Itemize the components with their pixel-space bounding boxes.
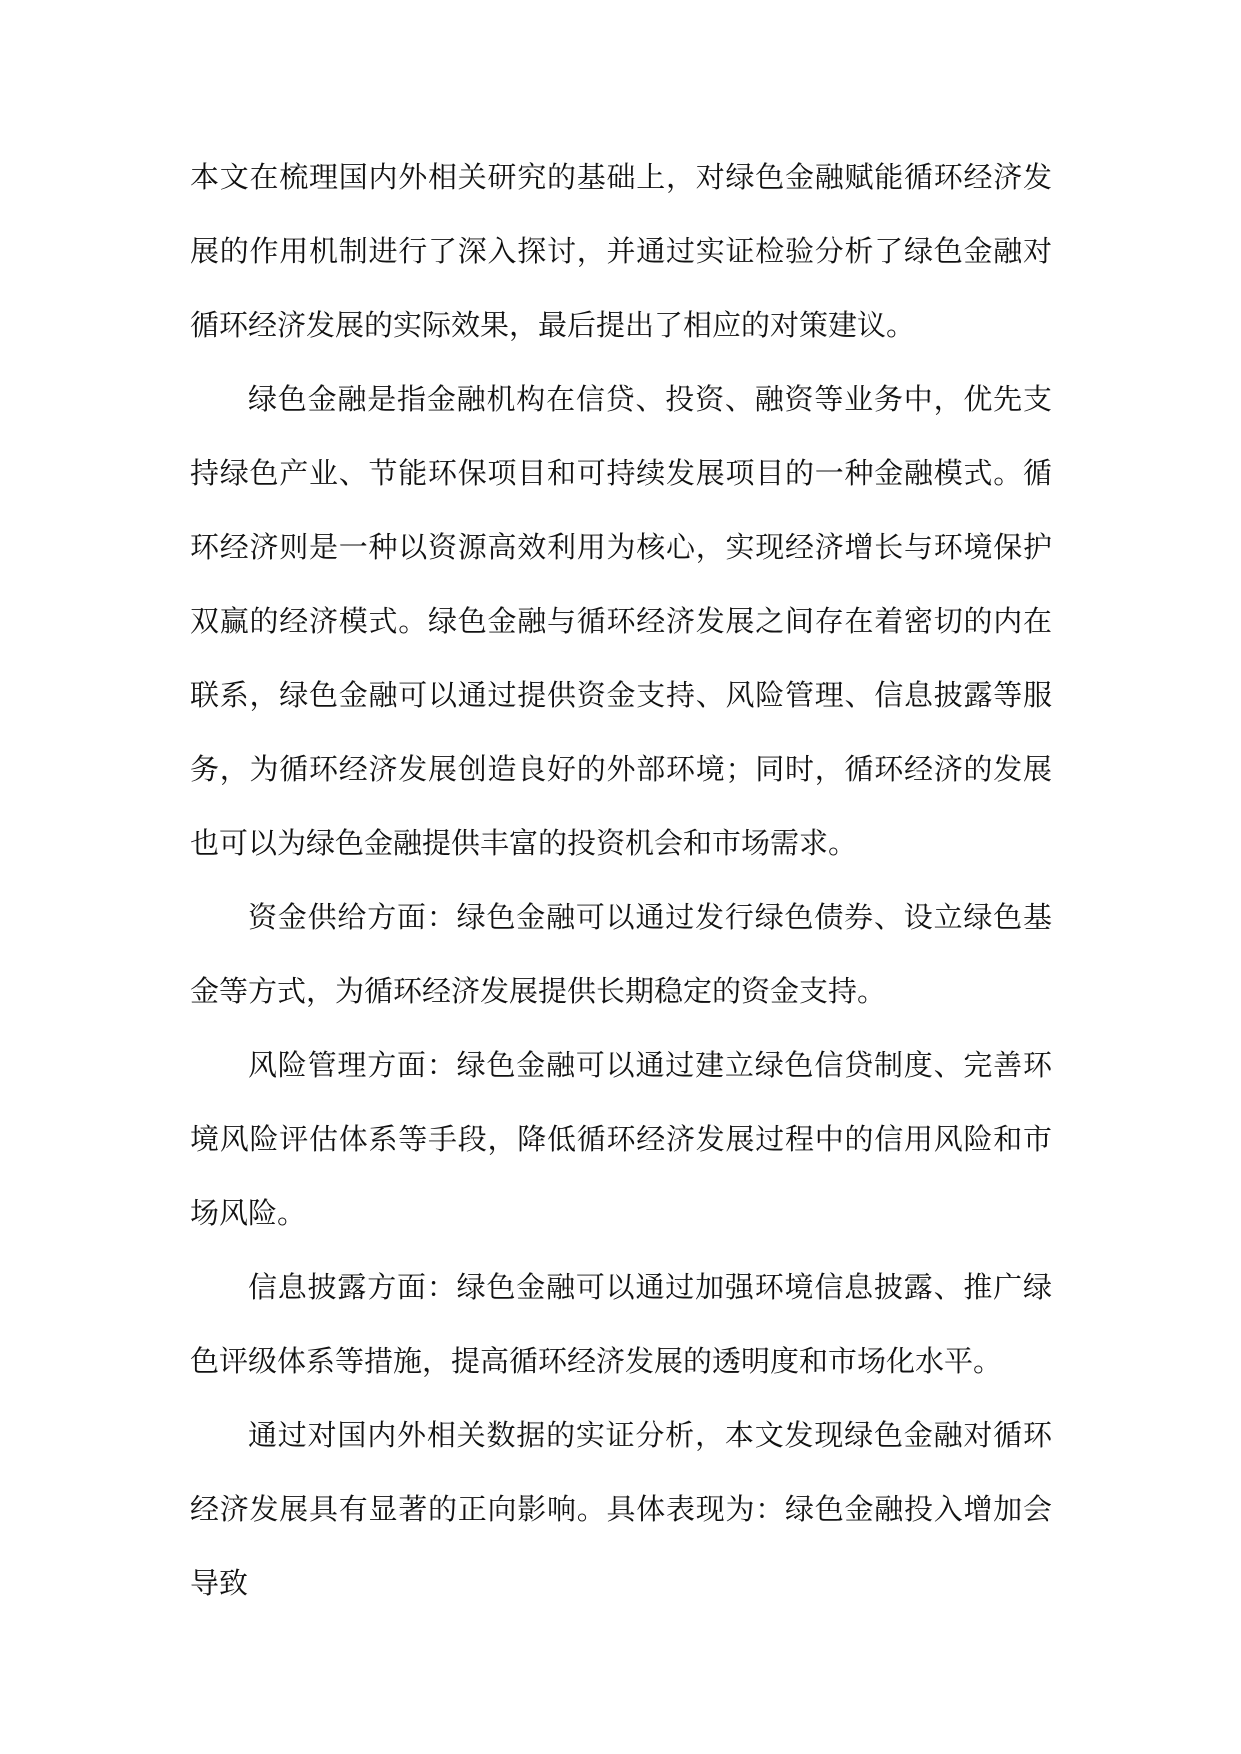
paragraph-green-finance-definition: 绿色金融是指金融机构在信贷、投资、融资等业务中，优先支持绿色产业、节能环保项目和可持续发展项目的一种金融模式。循环经济则是一种以资源高效利用为核心，实现经济增长与环境保护双赢的经济模式。绿色金融与循环经济发展之间存在着密切的内在联系，绿色金融可以通过提供资金支持、风险管理、信息披露等服务，为循环经济发展创造良好的外部环境；同时，循环经济的发展也可以为绿色金融提供丰富的投资机会和市场需求。	[190, 382, 1052, 860]
paragraph-funding-supply: 资金供给方面：绿色金融可以通过发行绿色债券、设立绿色基金等方式，为循环经济发展提供长期稳定的资金支持。	[190, 900, 1052, 1008]
paragraph-empirical-analysis: 通过对国内外相关数据的实证分析，本文发现绿色金融对循环经济发展具有显著的正向影响。具体表现为：绿色金融投入增加会导致	[190, 1418, 1052, 1600]
paragraph-intro-continuation: 本文在梳理国内外相关研究的基础上，对绿色金融赋能循环经济发展的作用机制进行了深入探讨，并通过实证检验分析了绿色金融对循环经济发展的实际效果，最后提出了相应的对策建议。	[190, 160, 1052, 342]
paragraph-information-disclosure: 信息披露方面：绿色金融可以通过加强环境信息披露、推广绿色评级体系等措施，提高循环经济发展的透明度和市场化水平。	[190, 1270, 1052, 1378]
document-body	[190, 140, 1052, 1620]
paragraph-risk-management: 风险管理方面：绿色金融可以通过建立绿色信贷制度、完善环境风险评估体系等手段，降低循环经济发展过程中的信用风险和市场风险。	[190, 1048, 1052, 1230]
